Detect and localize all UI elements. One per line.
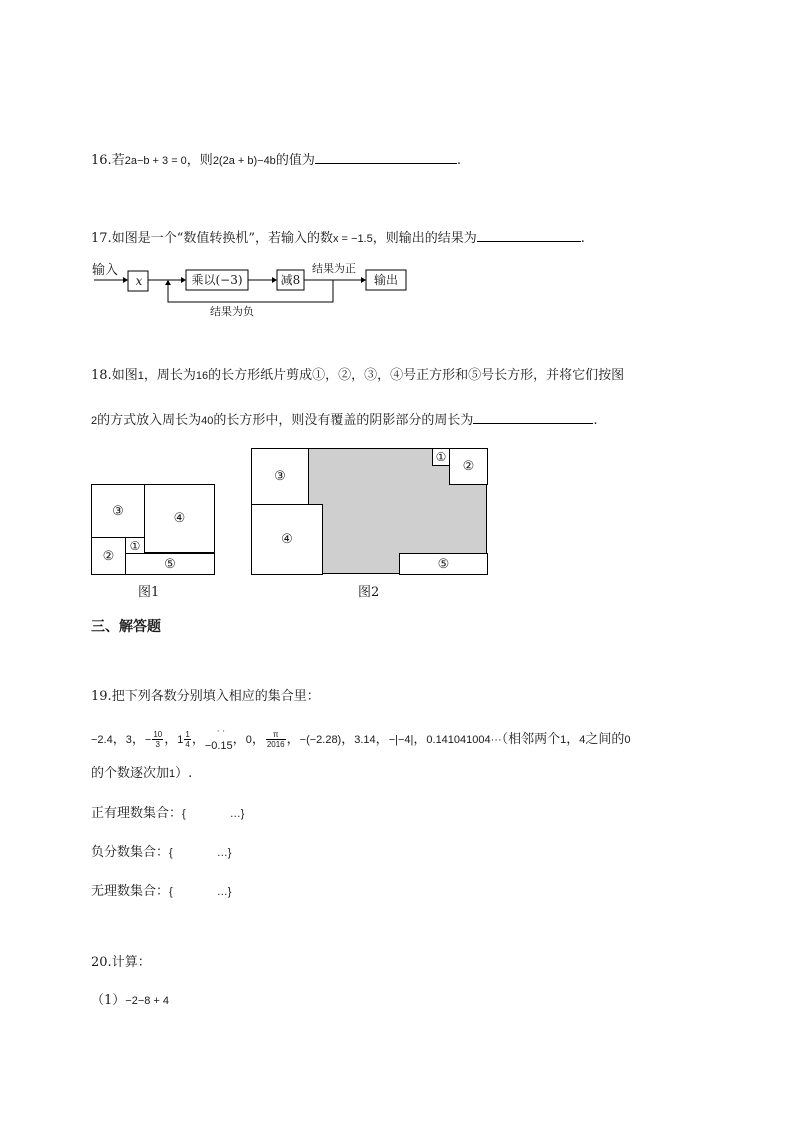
fig2-square-3 [251,448,309,505]
label-3: ③ [274,469,286,484]
q17-period: . [580,231,585,246]
q19-fraction [152,730,163,749]
q19-text: 把下列各数分别填入相应的集合里： [111,689,320,704]
q18-text: ，周长为 [143,368,196,383]
q16-equation: 2a−b + 3 = 0 [124,155,187,167]
q18-text: 的方式放入周长为 [97,413,202,428]
q19-number-list: −2.4，3，− $\frac{10}{3}$ ，1 $\frac{1}{4}$ ， ·· $_{-0.15}$，0， $\frac{\pi}{2016}$ ，−(−2.28)，3.14，−|−4|，0.141041004···（相邻两个1，4之间的0 [91,727,631,752]
set-input-positive-rational[interactable] [186,804,230,817]
q19-note-num: 0 [624,734,631,746]
q18-number: 18. [91,368,112,383]
question-17 [91,228,585,248]
q19-mixed-whole: 1 [177,734,184,746]
q19-number-item: 0.141041004··· [426,734,502,746]
q18-figure-2 [251,448,487,574]
figure-2-caption: 图2 [358,585,380,600]
q19-number-item: 0 [245,734,252,746]
question-18-line2 [91,410,598,430]
fig2-rect-5 [399,553,488,575]
question-19 [91,688,320,706]
set-input-irrational[interactable] [173,882,217,895]
q16-expression: 2(2a + b)−4b [212,155,276,167]
q19-number: 19. [91,689,112,704]
numerator: π [266,730,286,740]
q16-text-mid: ，则 [186,153,213,168]
question-18-line1 [91,367,624,385]
repeating-value: −0.15 [204,740,233,752]
fig1-rect-5 [125,553,215,575]
label-5: ⑤ [164,556,176,572]
fig2-square-1 [432,448,450,466]
set-label: 正有理数集合： [91,806,183,821]
numerator: 1 [185,730,190,739]
set-brace-open: { [169,847,173,859]
fig1-square-3 [91,484,145,538]
set-brace-open: { [182,808,186,820]
set-label: 无理数集合： [91,884,170,899]
label-2: ② [462,459,475,474]
q19-repeating-decimal: ·· $_{-0.15}$ [204,727,233,752]
q16-text-pre: 若 [111,153,125,168]
q19-set-positive-rational [91,804,244,823]
q20-number: 20. [91,955,112,970]
q18-fig-ref: 1 [137,370,144,382]
q19-note: 的个数逐次加 [91,766,170,781]
q17-text-pre: 如图是一个“数值转换机”，若输入的数 [111,231,333,246]
flow-negative-label: 结果为负 [210,305,254,318]
section-heading: 三、解答题 [91,619,161,635]
q16-number: 16. [91,153,112,168]
numerator: 10 [153,730,163,739]
flow-input-label: 输入 [92,263,119,278]
q19-number-item: −|−4| [388,734,414,746]
figure-1-caption: 图1 [138,585,160,600]
flow-subtract-label: 减8 [280,273,301,287]
denominator: 3 [155,740,160,749]
q20-part-label: （1） [91,993,126,1008]
q19-number-item: −(−2.28) [299,734,342,746]
q19-note-num: 4 [579,734,586,746]
q18-answer-blank[interactable] [473,410,593,424]
fig1-square-1 [125,537,145,554]
q19-number-item: 3 [125,734,132,746]
label-2: ② [102,548,115,564]
fig2-square-2 [449,448,488,485]
flow-output-label: 输出 [373,273,398,287]
q16-period: . [456,153,461,168]
q17-number: 17. [91,231,112,246]
q19-note-num: 1 [169,768,176,780]
q19-set-irrational [91,882,231,901]
q17-answer-blank[interactable] [477,228,581,242]
flow-x-box-label: x [135,274,143,288]
fig1-square-2 [91,537,126,575]
q19-set-negative-fraction [91,843,231,862]
label-5: ⑤ [437,556,450,572]
q19-pi-fraction [266,730,286,749]
q19-number-item: 3.14 [354,734,376,746]
q19-mixed-fraction [184,730,190,749]
q20-part-1 [91,992,169,1010]
q19-note-num: 1 [560,734,567,746]
q18-figure-1 [91,484,214,574]
q18-text: 的长方形纸片剪成①，②，③，④号正方形和⑤号长方形，并将它们按图 [208,368,625,383]
fig2-square-4 [251,504,323,575]
q19-note: ）. [175,766,193,781]
denominator: 4 [185,740,190,749]
q17-input-value: x = −1.5 [332,233,373,245]
set-input-negative-fraction[interactable] [173,843,217,856]
q19-note: （相邻两个 [501,732,561,747]
q18-text: 的长方形中，则没有覆盖的阴影部分的周长为 [213,413,474,428]
label-4: ④ [173,511,186,526]
q17-text-post: ，则输出的结果为 [372,231,477,246]
denominator: 2016 [266,740,285,749]
q18-text: 如图 [111,368,138,383]
set-brace-close: …} [216,886,232,898]
set-label: 负分数集合： [91,845,170,860]
fig1-square-4 [144,484,215,553]
q18-period: . [593,413,598,428]
set-brace-open: { [169,886,173,898]
question-16 [91,150,461,170]
q18-fig-ref: 2 [91,415,98,427]
q18-perimeter: 16 [195,370,209,382]
label-3: ③ [112,503,124,519]
q19-fraction-sign: − [144,734,152,746]
q19-note: ， [566,732,580,747]
q19-line3 [91,765,192,783]
label-1: ① [435,450,447,464]
set-brace-close: …} [229,808,245,820]
flow-multiply-label: 乘以(−3) [191,273,243,287]
question-20 [91,954,151,972]
q18-perimeter: 40 [201,415,214,427]
label-4: ④ [281,532,293,547]
q19-number-item: −2.4 [91,734,113,746]
flow-positive-label: 结果为正 [312,262,356,275]
q19-note: 之间的 [585,732,625,747]
q16-answer-blank[interactable] [315,150,457,164]
q20-text: 计算： [111,955,151,970]
label-1: ① [129,538,141,553]
q20-expression: −2−8 + 4 [125,995,170,1007]
set-brace-close: …} [216,847,232,859]
q16-text-post: 的值为 [275,153,315,168]
